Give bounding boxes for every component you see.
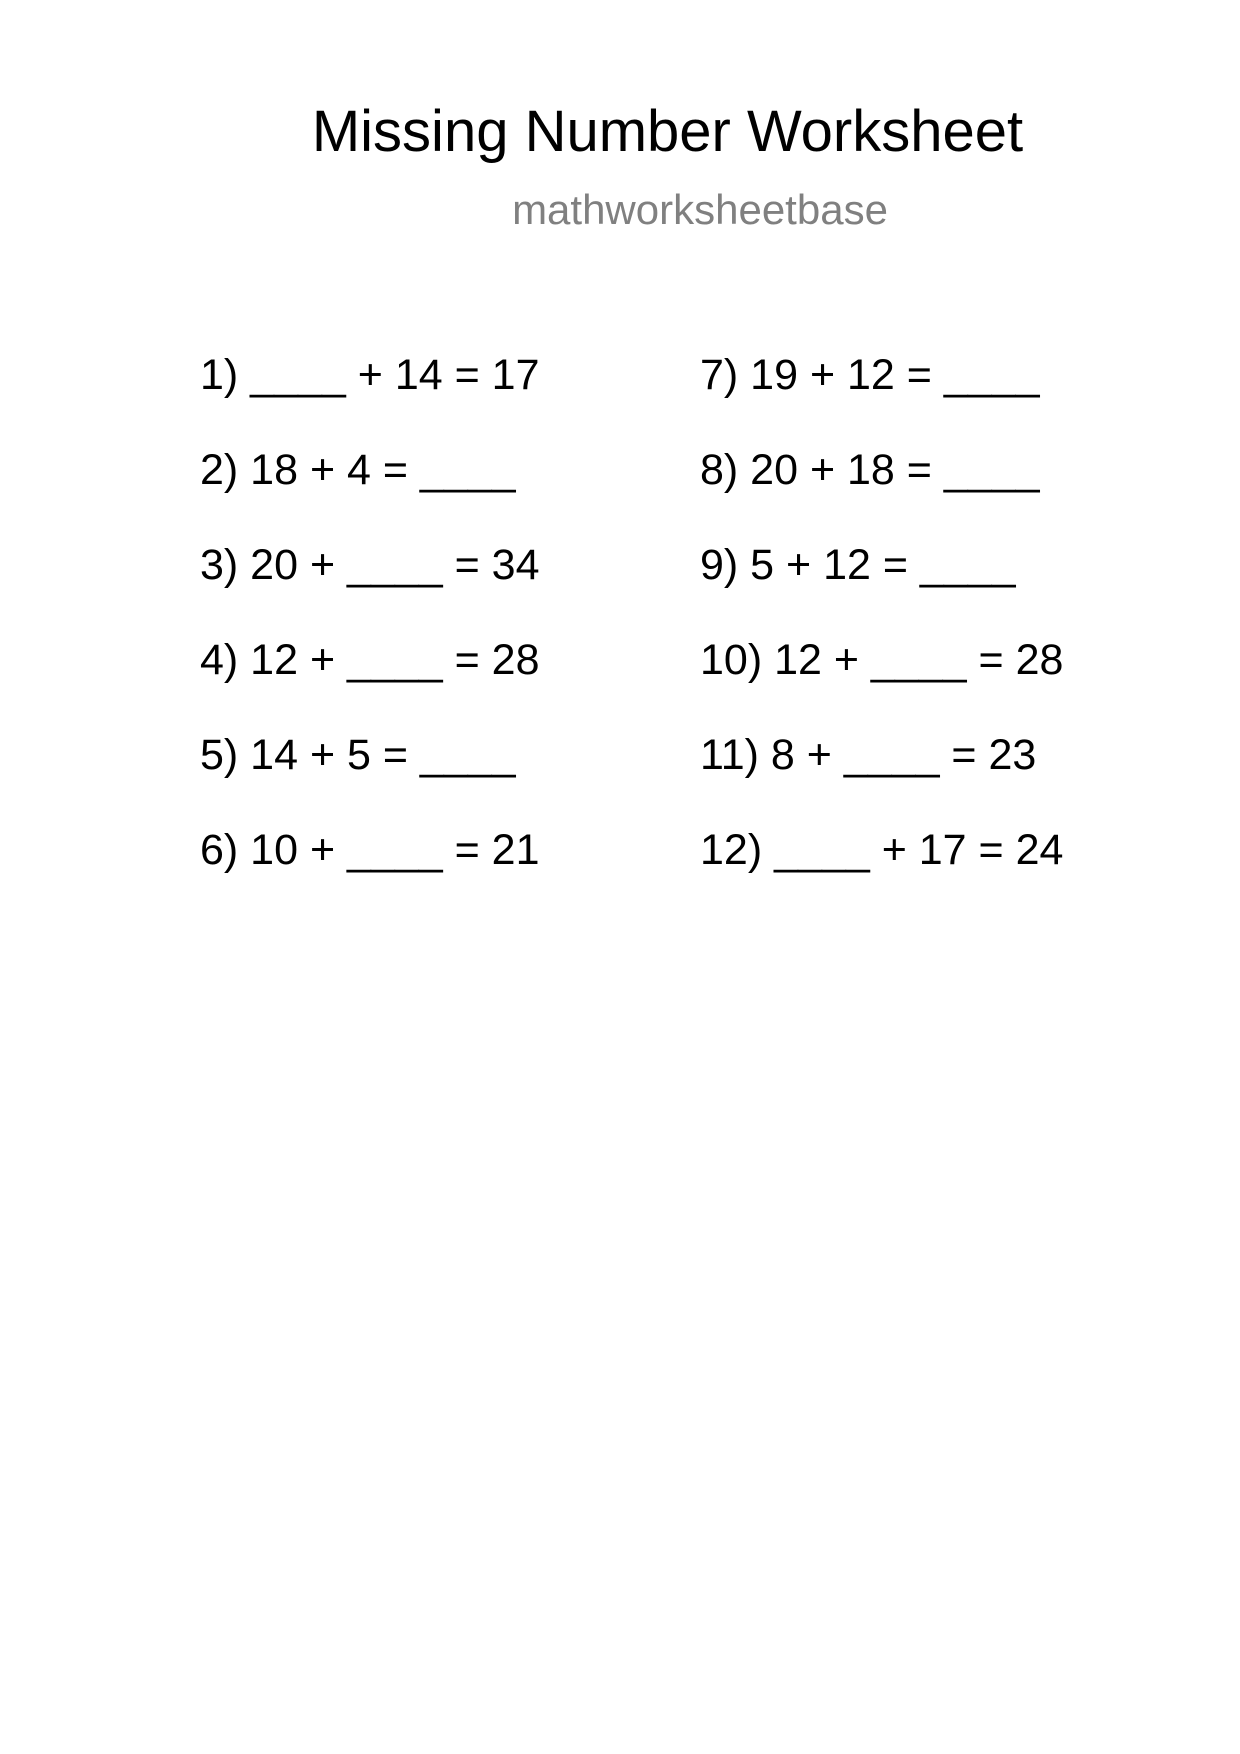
problem-12: 12) ____ + 17 = 24 bbox=[700, 826, 1064, 874]
problem-1: 1) ____ + 14 = 17 bbox=[200, 351, 540, 399]
problem-2: 2) 18 + 4 = ____ bbox=[200, 446, 516, 494]
page-title: Missing Number Worksheet bbox=[311, 99, 1024, 164]
problem-10: 10) 12 + ____ = 28 bbox=[700, 636, 1064, 684]
problem-8: 8) 20 + 18 = ____ bbox=[700, 446, 1040, 494]
problems-column-right bbox=[700, 350, 1063, 920]
problem-6: 6) 10 + ____ = 21 bbox=[200, 826, 540, 874]
problem-11: 11) 8 + ____ = 23 bbox=[700, 731, 1037, 779]
problem-4: 4) 12 + ____ = 28 bbox=[200, 636, 540, 684]
problem-5: 5) 14 + 5 = ____ bbox=[200, 731, 516, 779]
problem-3: 3) 20 + ____ = 34 bbox=[200, 541, 540, 589]
problem-7: 7) 19 + 12 = ____ bbox=[700, 351, 1040, 399]
problems-column-left bbox=[200, 350, 540, 920]
problem-9: 9) 5 + 12 = ____ bbox=[700, 541, 1016, 589]
page-subtitle: mathworksheetbase bbox=[512, 186, 888, 233]
